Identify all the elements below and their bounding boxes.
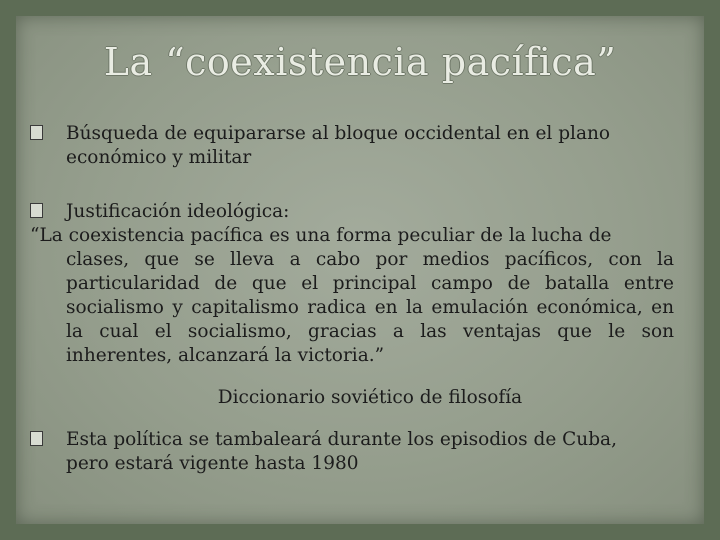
bullet-box-icon [30,431,43,446]
slide-title: La “coexistencia pacífica” [103,40,617,84]
bullet-text-line: Búsqueda de equipararse al bloque occidental en el plano [66,123,611,144]
quote-block [30,224,674,368]
slide-content [30,122,674,476]
quote-body: clases, que se lleva a cabo por medios pacíficos, con la particularidad de que el principal campo de batalla entre socialismo y capitalismo radica en la emulación económica, en la cual el socialismo, gracias a las ventajas que le son inherentes, alcanzará la victoria.” [66,249,674,366]
quote-first-line: “La coexistencia pacífica es una forma peculiar de la lucha de [30,225,612,246]
bullet-box-icon [30,203,43,218]
bullet-text-line: Esta política se tambaleará durante los episodios de Cuba, [66,429,617,450]
bullet-item [30,428,674,476]
bullet-text-line: económico y militar [66,147,252,168]
bullet-item [30,122,674,170]
bullet-text-line: pero estará vigente hasta 1980 [66,453,359,474]
bullet-text-line: Justificación ideológica: [66,201,290,222]
quote-source: Diccionario soviético de filosofía [217,387,523,408]
bullet-item [30,200,674,224]
bullet-box-icon [30,125,43,140]
